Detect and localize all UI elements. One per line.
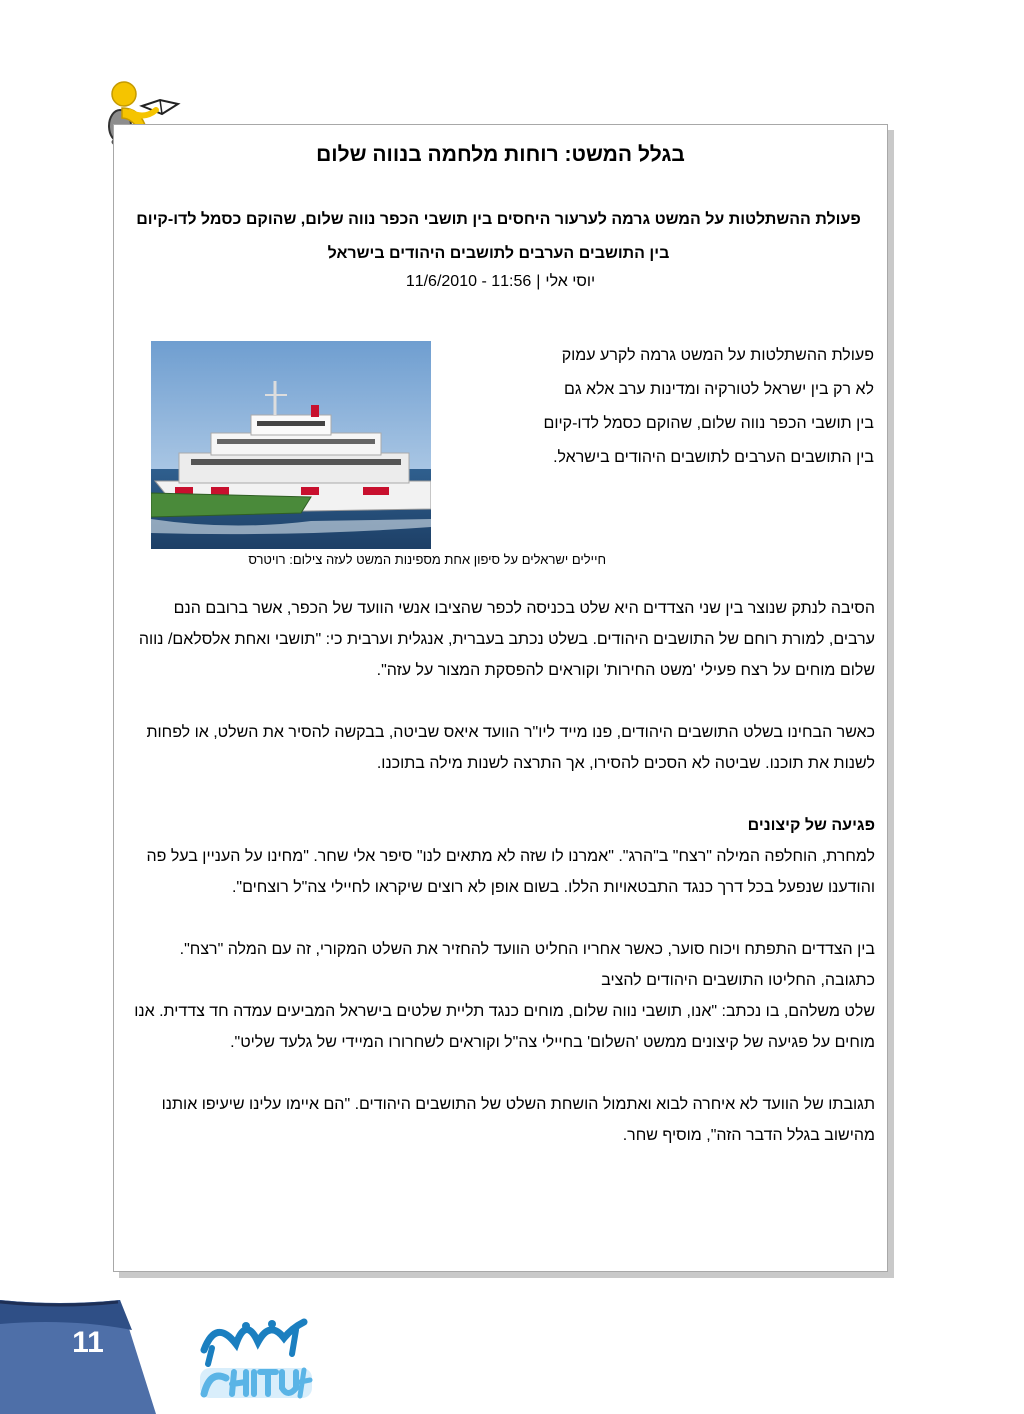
byline-author: יוסי אלי	[545, 273, 596, 290]
flotilla-ship-photo	[151, 341, 431, 549]
article-paragraph: למחרת, הוחלפה המילה "רצח" ב"הרג". "אמרנו לו שזה לא מתאים לנו" סיפר אלי שחר. "מחינו על העניין בעל פה והודענו שנפעל בכל דרך כנגד התבטאויות הללו. בשום אופן לא רוצים שיקראו לחיילי צה"ל רוצחים".	[146, 848, 875, 896]
article-intro	[469, 339, 874, 475]
intro-line: לא רק בין ישראל לטורקיה ומדינות ערב אלא גם	[563, 381, 874, 398]
article-paragraph: כאשר הבחינו בשלט התושבים היהודים, פנו מייד ליו"ר הוועד איאס שביטה, בבקשה להסיר את השלט, או לפחות לשנות את תוכנו. שביטה לא הסכים להסירו, אך התרצה לשנות מילה בתוכנו.	[146, 724, 875, 772]
article-byline	[114, 273, 887, 291]
intro-line: בין תושבי הכפר נווה שלום, שהוקם כסמל לדו-קיום	[543, 415, 874, 432]
article-body	[132, 593, 875, 1182]
article-paragraph: תגובתו של הוועד לא איחרה לבוא ואתמול הושחת השלט של התושבים היהודים. "הם איימו עלינו שיעיפו אותנו מהישוב בגלל הדבר הזה", מוסיף שחר.	[161, 1096, 875, 1144]
byline-datetime: 11/6/2010 - 11:56	[405, 273, 532, 290]
article-subtitle: פעולת ההשתלטות על המשט גרמה לערעור היחסים בין תושבי הכפר נווה שלום, שהוקם כסמל לדו-קיום בין התושבים הערבים לתושבים היהודים בישראל	[136, 211, 861, 262]
photo-caption: חיילים ישראלים על סיפון אחת מספינות המשט לעזה צילום: רויטרס	[248, 552, 606, 567]
shituf-logo	[196, 1308, 316, 1404]
intro-line: בין התושבים הערבים לתושבים היהודים בישראל.	[553, 449, 874, 466]
article-paragraph: בין הצדדים התפתח ויכוח סוער, כאשר אחריו החליט הוועד להחזיר את השלט המקורי, זה עם המלה "רצח". כתגובה, החליטו התושבים היהודים להציב	[179, 941, 875, 989]
byline-separator: |	[536, 273, 541, 290]
page-number: 11	[72, 1326, 104, 1359]
article-subheading: פגיעה של קיצונים	[747, 817, 875, 834]
article-box	[113, 124, 888, 1272]
intro-line: פעולת ההשתלטות על המשט גרמה לקרע עמוק	[561, 347, 874, 364]
article-headline: בגלל המשט: רוחות מלחמה בנווה שלום	[316, 143, 685, 166]
article-paragraph: הסיבה לנתק שנוצר בין שני הצדדים היא שלט בכניסה לכפר שהציבו אנשי הוועד של הכפר, אשר ברובם הנם ערבים, למורת רוחם של התושבים היהודים. בשלט נכתב בעברית, אנגלית וערבית כי: "תושבי ואחת אלסלאם/ נווה שלום מוחים על רצח פעילי 'משט החירות' וקוראים להפסקת המצור על עזה".	[138, 600, 875, 679]
article-paragraph: שלט משלהם, בו נכתב: "אנו, תושבי נווה שלום, מוחים כנגד תליית שלטים בישראל המביעים עמדה חד צדדית. אנו מוחים על פגיעה של קיצונים ממשט 'השלום' בחיילי צה"ל וקוראים לשחרורו המיידי של גלעד שליט".	[134, 1003, 875, 1051]
